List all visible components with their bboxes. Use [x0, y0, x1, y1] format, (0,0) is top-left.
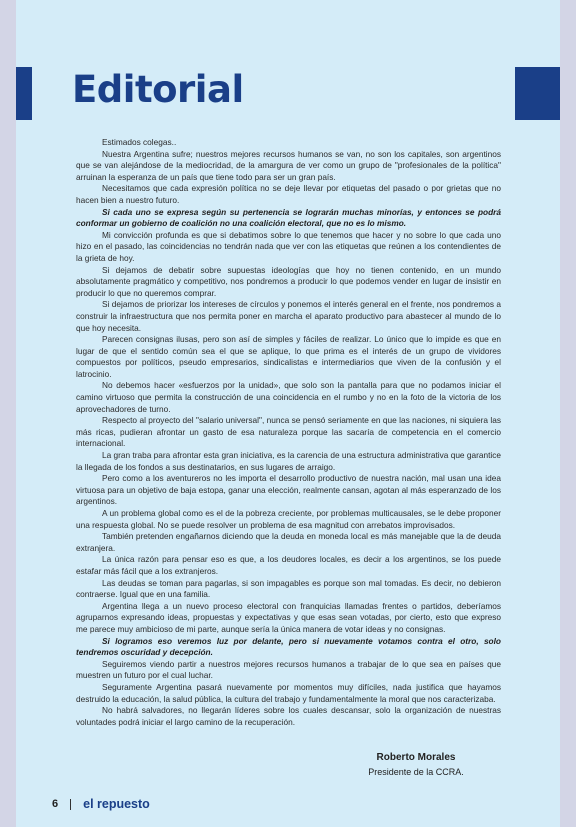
body-paragraph: Nuestra Argentina sufre; nuestros mejores recursos humanos se van, no son los capitales, son argentinos que se van alejándose de la mediocridad, de la amargura de ver como un grupo de "profesionales de la política" arruinan la esperanza de un país que tiene todo para ser un gran país.: [76, 148, 501, 182]
left-margin-band: [0, 0, 16, 827]
body-paragraph: También pretenden engañarnos diciendo que la deuda en moneda local es más manejable que la de deuda extranjera.: [76, 531, 501, 553]
body-paragraph: Argentina llega a un nuevo proceso electoral con franquicias llamadas frentes o partidos, deberíamos agruparnos expresando ideas, propuestas y expectativas y que esas sean votadas, por cierto, esto que expreso me parece muy ambicioso de mi parte, aunque sería la única manera de votar ideas y no consignas.: [76, 600, 501, 634]
body-paragraph: Seguiremos viendo partir a nuestros mejores recursos humanos a trabajar de lo que sea en países que muestren un futuro por el cual luchar.: [76, 658, 501, 681]
editorial-body: [76, 137, 501, 728]
right-accent-tab: [515, 67, 560, 120]
body-paragraph: No habrá salvadores, no llegarán líderes sobre los cuales descansar, solo la organización de nuestras voluntades podrá iniciar el largo camino de la recuperación.: [76, 705, 501, 727]
page-title: Editorial: [72, 68, 244, 111]
body-paragraph: Parecen consignas ilusas, pero son así de simples y fáciles de realizar. Lo único que lo impide es que en lugar de que el sentido común sea el que se aplique, lo que prima es el interés de un grupo de vividores compuestos por políticos, pseudo empresarios, sindicalistas e intermediarios que viven de la confusión y el latrocinio.: [76, 334, 501, 379]
body-paragraph: Si dejamos de debatir sobre supuestas ideologías que hoy no tienen contenido, en un mundo absolutamente pragmático y competitivo, nos pondremos a producir lo que podemos vender en lugar de insistir en producir lo que no queremos comprar.: [76, 264, 501, 298]
body-paragraph: Si cada uno se expresa según su pertenencia se lograrán muchas minorías, y entonces se podrá conformar un gobierno de coalición no una coalición electoral, que no es lo mismo.: [76, 206, 501, 229]
left-accent-tab: [16, 67, 32, 120]
body-paragraph: La gran traba para afrontar esta gran iniciativa, es la carencia de una estructura administrativa que garantice la llegada de los fondos a sus destinatarios, en sus lugares de arraigo.: [76, 450, 501, 472]
body-paragraph: A un problema global como es el de la pobreza creciente, por problemas multicausales, se le debe proponer una respuesta global. No se puede resolver un problema de esa magnitud con arrebatos improvisados.: [76, 508, 501, 530]
body-paragraph: Estimados colegas..: [102, 137, 177, 147]
body-paragraph: Seguramente Argentina pasará nuevamente por momentos muy difíciles, nada justifica que hayamos destruido la educación, la salud pública, la cultura del trabajo y fundamentalmente la moral que nos caracterizaba.: [76, 681, 501, 704]
page-footer: [52, 797, 150, 811]
author-name: Roberto Morales: [376, 752, 456, 763]
footer-divider: [70, 799, 71, 810]
author-role: Presidente de la CCRA.: [368, 767, 464, 777]
page-number: 6: [52, 798, 59, 810]
body-paragraph: Las deudas se toman para pagarlas, si son impagables es porque son mal tomadas. Es decir, no debieron contraerse. Igual que en una familia.: [76, 577, 501, 600]
page-sheet: [16, 0, 560, 827]
body-paragraph: La única razón para pensar eso es que, a los deudores locales, es decir a los argentinos, se los puede estafar más fácil que a los extranjeros.: [76, 554, 501, 576]
brand-logo-text: el repuesto: [83, 797, 150, 811]
body-paragraph: Mi convicción profunda es que si debatimos sobre lo que tenemos que hacer y no sobre lo que cada uno hizo en el pasado, las coincidencias no tendrán nada que ver con las etiquetas que reúnen a los contendientes de la grieta de hoy.: [76, 229, 501, 263]
body-paragraph: No debemos hacer «esfuerzos por la unidad», que solo son la pantalla para que no podamos iniciar el camino virtuoso que permita la construcción de una coincidencia en el rumbo y no en la foto de la victoria de los aprovechadores de turno.: [76, 380, 501, 414]
body-paragraph: Respecto al proyecto del "salario universal", nunca se pensó seriamente en que las naciones, ni siquiera las más ricas, pudieran afrontar un gasto de esa naturaleza porque las sacaría de competencia en el comercio internacional.: [76, 415, 501, 449]
body-paragraph: Necesitamos que cada expresión política no se deje llevar por etiquetas del pasado o por grietas que no hacen bien a nuestro futuro.: [76, 183, 501, 205]
right-margin-band: [560, 0, 576, 827]
signature-block: [356, 752, 476, 777]
body-paragraph: Si dejamos de priorizar los intereses de círculos y ponemos el interés general en el frente, nos pondremos a construir la infraestructura que nos permita poner en marcha el aparato productivo para abastecer al mundo de lo que hoy necesita.: [76, 299, 501, 333]
body-paragraph: Si logramos eso veremos luz por delante, pero si nuevamente votamos contra el otro, solo tendremos oscuridad y decepción.: [76, 635, 501, 658]
body-paragraph: Pero como a los aventureros no les importa el desarrollo productivo de nuestra nación, mal usan una idea virtuosa para un objetivo de baja estopa, ganar una elección, realmente cansan, agotan al más esperanzado de los argentinos.: [76, 473, 501, 507]
